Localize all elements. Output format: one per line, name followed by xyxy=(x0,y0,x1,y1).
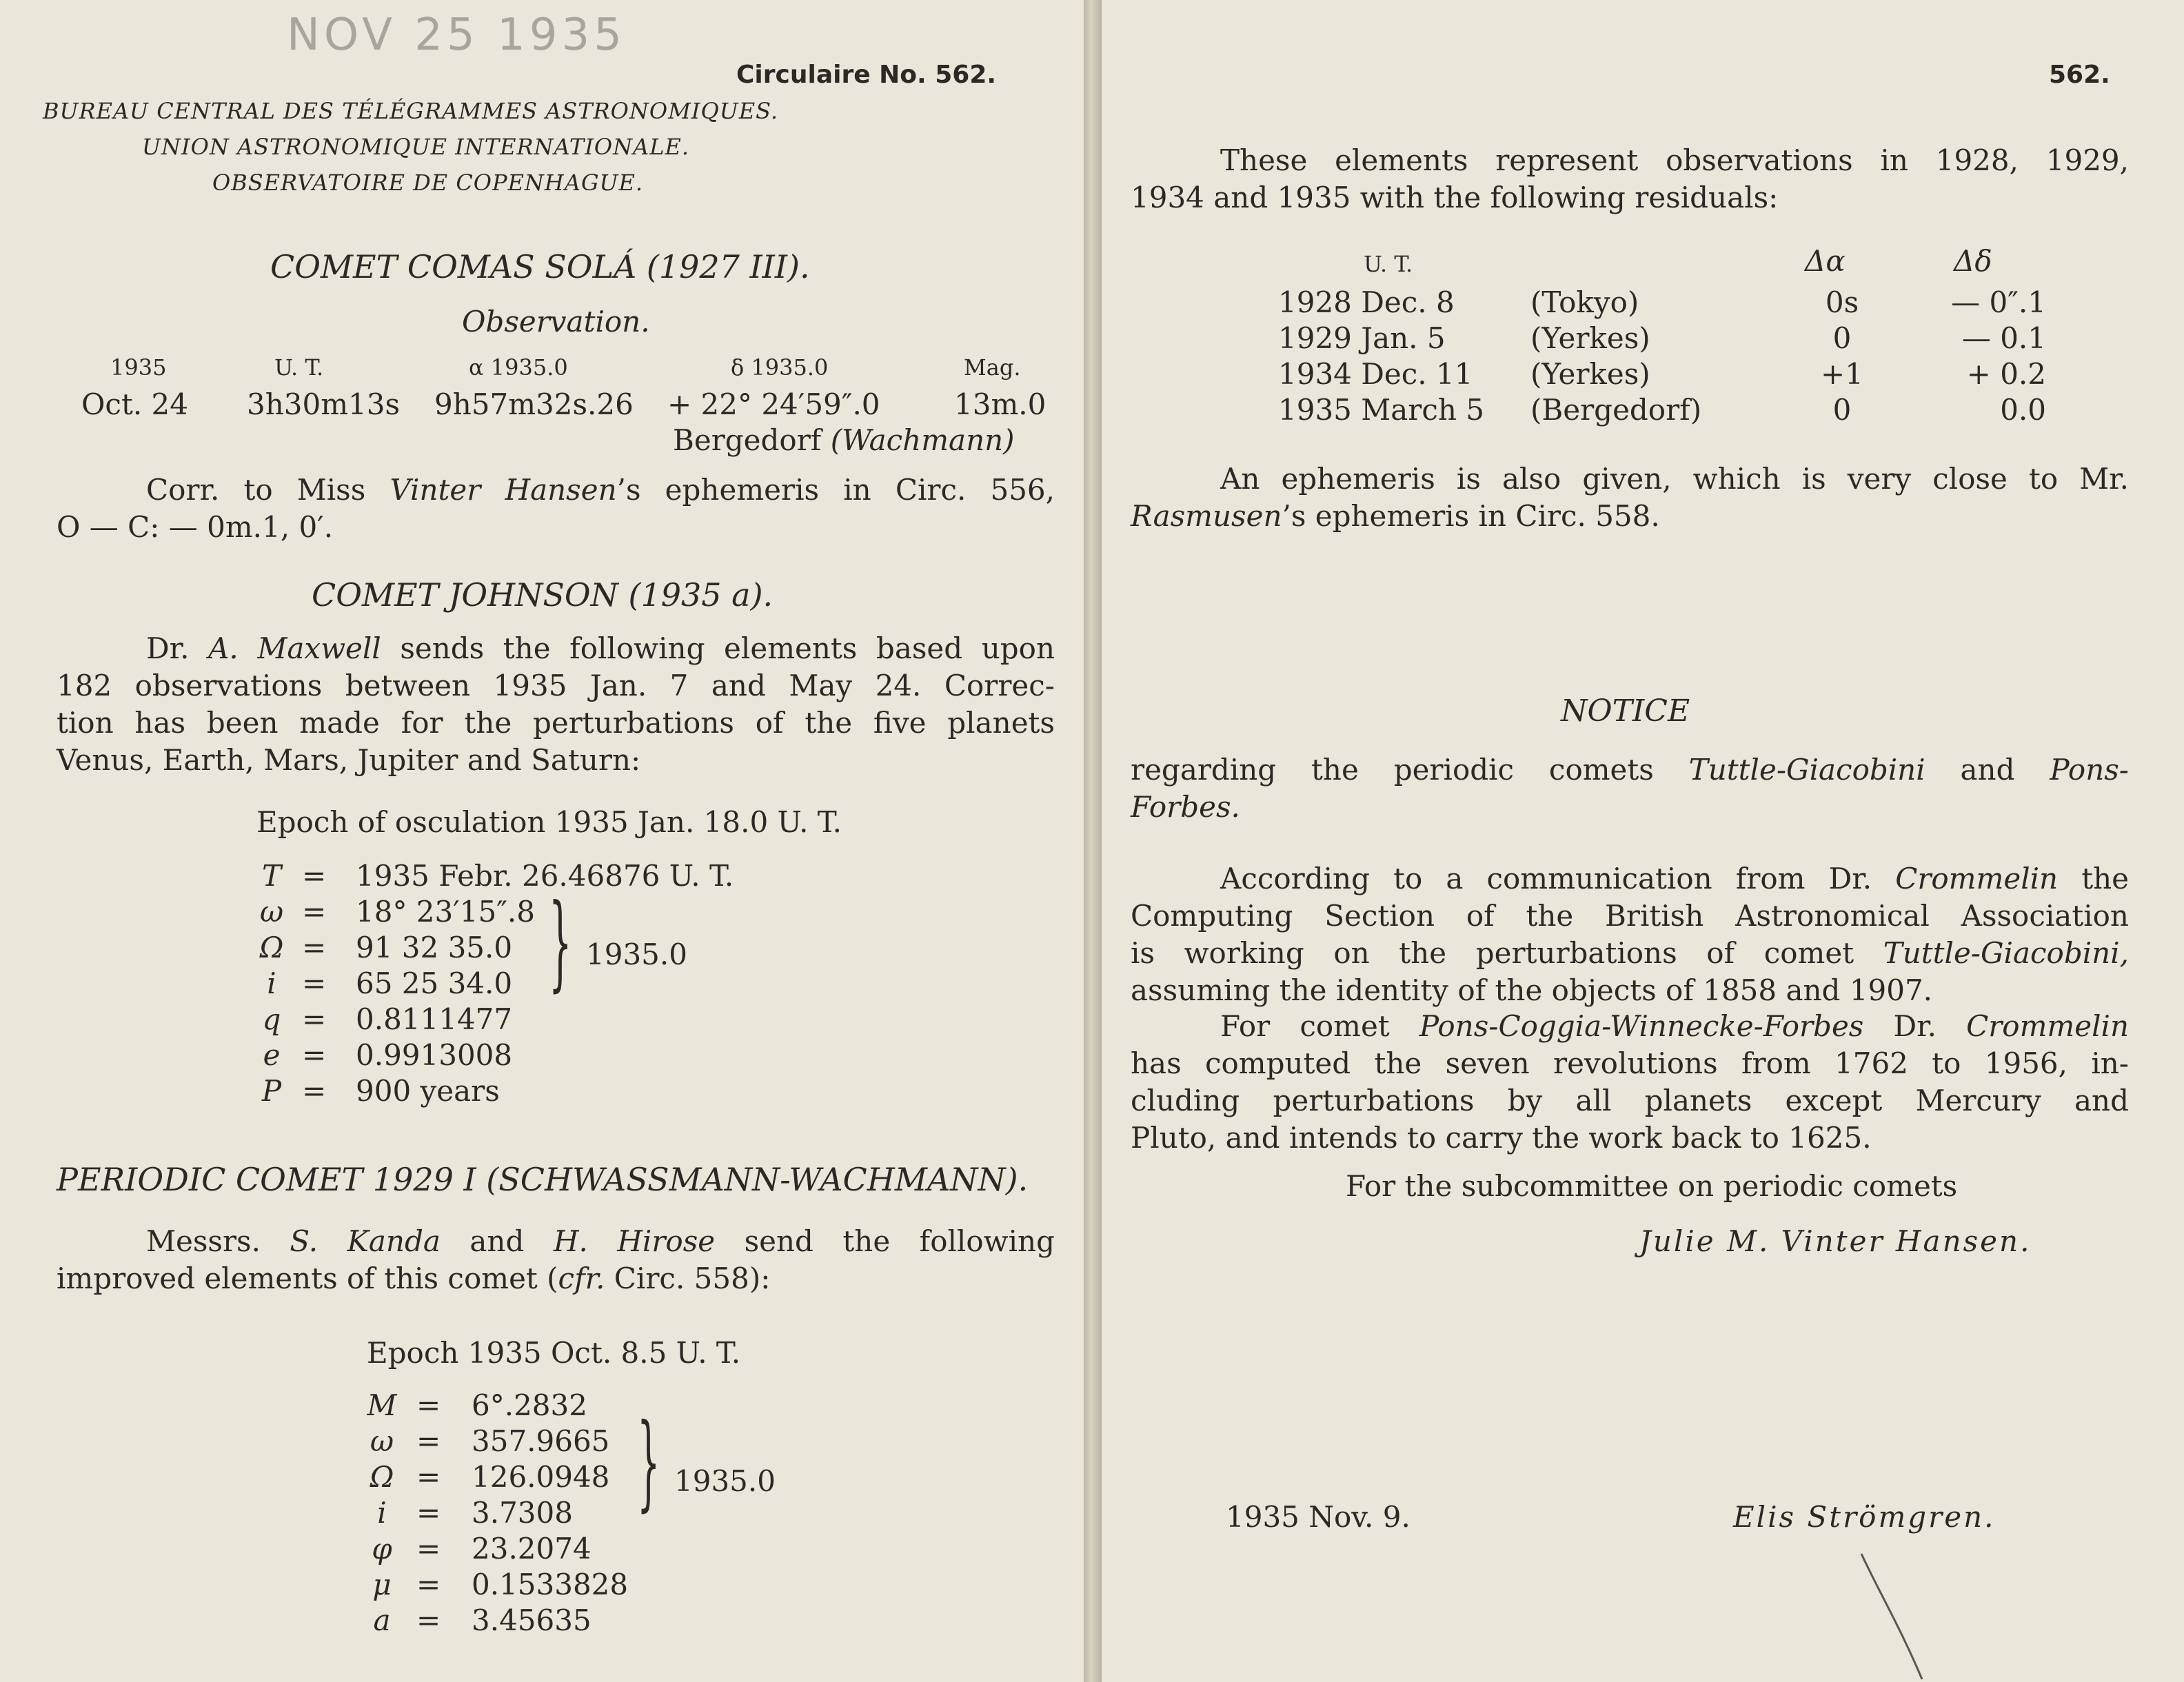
element-symbol: e xyxy=(263,1038,281,1072)
element-symbol: ω xyxy=(370,1424,394,1458)
comas-correction: Corr. to Miss Vinter Hansen’s ephemeris in Circ. 556, O — C: — 0m.1, 0′. xyxy=(57,473,1055,544)
notice-title: NOTICE xyxy=(1561,693,1690,729)
element-value: 0.9913008 xyxy=(356,1038,513,1072)
pencil-mark xyxy=(1859,1551,1928,1682)
date-stamp: NOV 25 1935 xyxy=(287,10,626,61)
res-observatory: (Yerkes) xyxy=(1530,321,1650,355)
res-header-da: Δα xyxy=(1805,244,1846,278)
element-value: 23.2074 xyxy=(472,1532,592,1566)
johnson-brace: } xyxy=(549,882,572,1002)
bureau-line-2: UNION ASTRONOMIQUE INTERNATIONALE. xyxy=(142,134,689,160)
res-delta-delta: 0.0 xyxy=(2000,393,2046,427)
obs-header-ra: α 1935.0 xyxy=(469,354,568,381)
sw-epoch: Epoch 1935 Oct. 8.5 U. T. xyxy=(367,1336,741,1370)
subcommittee-line: For the subcommittee on periodic comets xyxy=(1346,1169,1958,1203)
element-symbol: P xyxy=(261,1074,282,1108)
res-observatory: (Tokyo) xyxy=(1530,285,1639,319)
obs-header-year: 1935 xyxy=(110,354,167,381)
johnson-title: COMET JOHNSON (1935 a). xyxy=(312,576,774,614)
element-symbol: i xyxy=(377,1496,387,1530)
res-header-dd: Δδ xyxy=(1954,244,1992,278)
res-date: 1935 March 5 xyxy=(1278,393,1485,427)
obs-header-mag: Mag. xyxy=(964,354,1021,381)
equals-sign: = xyxy=(416,1388,441,1422)
obs-header-ut: U. T. xyxy=(274,354,324,381)
element-symbol: Ω xyxy=(259,931,284,964)
ephemeris-paragraph: An ephemeris is also given, which is very close to Mr. Rasmusen’s ephemeris in Circ. 558. xyxy=(1131,462,2129,533)
res-delta-alpha: 0 xyxy=(1832,321,1852,355)
element-symbol: q xyxy=(262,1002,281,1036)
element-value: 0.8111477 xyxy=(356,1002,513,1036)
equals-sign: = xyxy=(416,1603,441,1637)
element-symbol: a xyxy=(373,1603,391,1637)
notice-subject: regarding the periodic comets Tuttle-Giacobini and Pons- Forbes. xyxy=(1131,753,2129,824)
element-value: 91 32 35.0 xyxy=(356,931,513,964)
notice-paragraph-1: According to a communication from Dr. Crommelin the Computing Section of the British Astronomical Association is working on the perturbations of comet Tuttle-Giacobini, assuming the identity of the objects of 1858 and 1907. xyxy=(1131,862,2129,1007)
res-date: 1929 Jan. 5 xyxy=(1278,321,1446,355)
res-observatory: (Bergedorf) xyxy=(1530,393,1702,427)
equals-sign: = xyxy=(416,1424,441,1458)
element-symbol: i xyxy=(267,966,276,1000)
res-observatory: (Yerkes) xyxy=(1530,357,1650,391)
res-delta-alpha: 0s xyxy=(1825,285,1859,319)
res-delta-delta: — 0.1 xyxy=(1961,321,2046,355)
element-value: 18° 23′15″.8 xyxy=(356,895,535,929)
res-delta-alpha: 0 xyxy=(1832,393,1852,427)
bureau-line-3: OBSERVATOIRE DE COPENHAGUE. xyxy=(212,170,643,196)
equals-sign: = xyxy=(416,1460,441,1494)
element-value: 6°.2832 xyxy=(472,1388,587,1422)
element-value: 0.1533828 xyxy=(472,1568,629,1601)
sw-title: PERIODIC COMET 1929 I (SCHWASSMANN-WACHMANN). xyxy=(57,1161,1029,1198)
obs-header-dec: δ 1935.0 xyxy=(731,354,829,381)
obs-ut: 3h30m13s xyxy=(247,387,401,421)
equals-sign: = xyxy=(302,1074,327,1108)
element-value: 900 years xyxy=(356,1074,500,1108)
equals-sign: = xyxy=(302,1038,327,1072)
element-symbol: Ω xyxy=(370,1460,394,1494)
observer-line xyxy=(673,423,1015,457)
res-date: 1928 Dec. 8 xyxy=(1278,285,1455,319)
left-page xyxy=(0,0,1084,1682)
johnson-brace-label: 1935.0 xyxy=(586,938,687,971)
element-symbol: ω xyxy=(259,895,284,929)
element-value: 3.45635 xyxy=(472,1603,592,1637)
obs-date: Oct. 24 xyxy=(81,387,188,421)
equals-sign: = xyxy=(416,1568,441,1601)
element-value: 1935 Febr. 26.46876 U. T. xyxy=(356,859,734,893)
obs-mag: 13m.0 xyxy=(954,387,1046,421)
res-header-ut: U. T. xyxy=(1364,251,1413,277)
element-value: 126.0948 xyxy=(472,1460,610,1494)
element-symbol: μ xyxy=(372,1568,392,1601)
equals-sign: = xyxy=(302,1002,327,1036)
comas-subtitle: Observation. xyxy=(462,305,650,338)
element-symbol: φ xyxy=(372,1532,392,1566)
observer-place: Bergedorf xyxy=(673,423,822,457)
observer-name: (Wachmann) xyxy=(830,423,1015,457)
equals-sign: = xyxy=(302,859,327,893)
signature-stromgren: Elis Strömgren. xyxy=(1733,1500,1996,1534)
obs-dec: + 22° 24′59″.0 xyxy=(667,387,880,421)
notice-paragraph-2: For comet Pons-Coggia-Winnecke-Forbes Dr. Crommelin has computed the seven revolutions from 1762 to 1956, in- cluding perturbations by all planets except Mercury and Pluto, and intends to carry the work back to 1625. xyxy=(1131,1009,2129,1155)
res-delta-delta: — 0″.1 xyxy=(1951,285,2046,319)
equals-sign: = xyxy=(302,895,327,929)
element-symbol: T xyxy=(261,859,281,893)
right-page xyxy=(1102,0,2184,1682)
element-value: 65 25 34.0 xyxy=(356,966,513,1000)
equals-sign: = xyxy=(416,1532,441,1566)
residuals-intro: These elements represent observations in 1928, 1929, 1934 and 1935 with the following residuals: xyxy=(1131,143,2129,214)
johnson-paragraph: Dr. A. Maxwell sends the following elements based upon 182 observations between 1935 Jan. 7 and May 24. Correc- tion has been made for the perturbations of the five planets Venus, Earth, Mars, Jupiter and Saturn: xyxy=(57,631,1055,777)
sw-brace: } xyxy=(637,1402,660,1522)
equals-sign: = xyxy=(302,931,327,964)
circular-number: Circulaire No. 562. xyxy=(736,61,997,89)
equals-sign: = xyxy=(302,966,327,1000)
element-value: 3.7308 xyxy=(472,1496,573,1530)
sw-brace-label: 1935.0 xyxy=(674,1464,776,1498)
element-value: 357.9665 xyxy=(472,1424,610,1458)
bureau-line-1: BUREAU CENTRAL DES TÉLÉGRAMMES ASTRONOMIQUES. xyxy=(43,98,779,124)
page-number: 562. xyxy=(2049,61,2110,89)
res-delta-delta: + 0.2 xyxy=(1966,357,2046,391)
res-delta-alpha: +1 xyxy=(1821,357,1863,391)
element-symbol: M xyxy=(367,1388,397,1422)
closing-date: 1935 Nov. 9. xyxy=(1226,1500,1410,1534)
sw-paragraph: Messrs. S. Kanda and H. Hirose send the following improved elements of this comet (cfr. Circ. 558): xyxy=(57,1224,1055,1295)
book-gutter xyxy=(1084,0,1102,1682)
equals-sign: = xyxy=(416,1496,441,1530)
signature-hansen: Julie M. Vinter Hansen. xyxy=(1639,1224,2032,1258)
res-date: 1934 Dec. 11 xyxy=(1278,357,1473,391)
johnson-epoch: Epoch of osculation 1935 Jan. 18.0 U. T. xyxy=(256,805,842,839)
obs-ra: 9h57m32s.26 xyxy=(434,387,634,421)
comas-title: COMET COMAS SOLÁ (1927 III). xyxy=(270,248,810,285)
